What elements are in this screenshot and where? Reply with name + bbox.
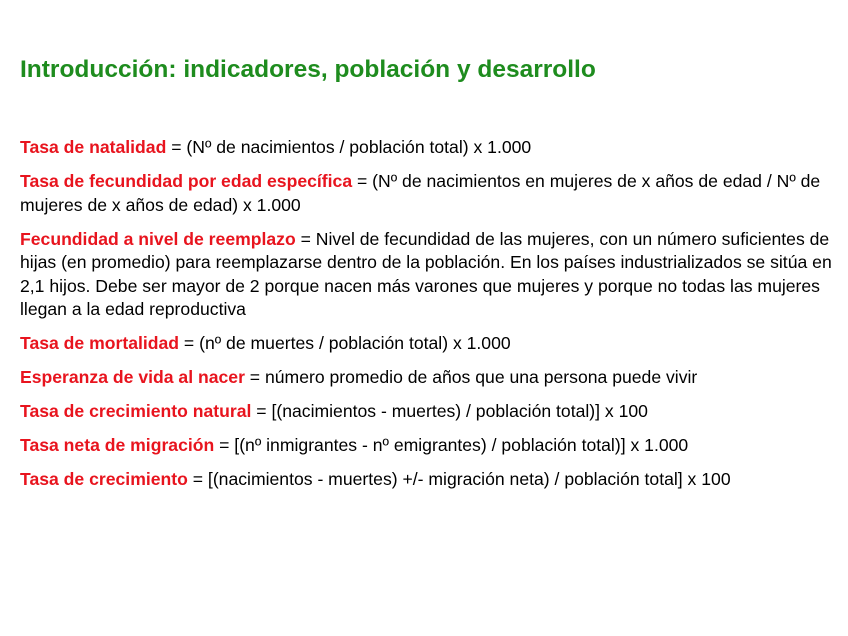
definition-term: Esperanza de vida al nacer: [20, 367, 245, 387]
definition-tasa-natalidad: [20, 136, 835, 160]
definition-migracion-neta: [20, 434, 835, 458]
definition-esperanza-vida: [20, 366, 835, 390]
definition-text: = número promedio de años que una persona puede vivir: [244, 367, 698, 387]
definition-text: = [(nacimientos - muertes) +/- migración neta) / población total] x 100: [187, 469, 731, 489]
definition-crecimiento-natural: [20, 400, 835, 424]
definition-term: Tasa de mortalidad: [20, 333, 180, 353]
definition-text: = (Nº de nacimientos / población total) x 1.000: [166, 137, 532, 157]
definition-fecundidad-reemplazo: [20, 228, 835, 322]
definition-term: Tasa de crecimiento natural: [20, 401, 252, 421]
definitions-list: [20, 136, 835, 502]
definition-tasa-crecimiento: [20, 468, 835, 492]
definition-term: Tasa de crecimiento: [20, 469, 188, 489]
definition-text: = [(nº inmigrantes - nº emigrantes) / población total)] x 1.000: [214, 435, 689, 455]
definition-tasa-mortalidad: [20, 332, 835, 356]
definition-term: Tasa de fecundidad por edad específica: [20, 171, 353, 191]
definition-term: Fecundidad a nivel de reemplazo: [20, 228, 296, 249]
definition-text: = (Nº de nacimientos en mujeres de x años de edad / Nº de mujeres de x años de edad) x 1.000: [20, 171, 821, 215]
definition-text: = (nº de muertes / población total) x 1.000: [179, 333, 511, 353]
definition-term: Tasa neta de migración: [20, 435, 215, 455]
definition-text: = Nivel de fecundidad de las mujeres, con un número suficientes de hijas (en promedio) para reemplazarse dentro de la población. En los países industrializados se sitúa en 2,1 hijos. Debe ser mayor de 2 porque nacen más varones que mujeres y porque no todas las mujeres llegan a la edad reproductiva: [20, 228, 832, 319]
definition-tasa-fecundidad: [20, 170, 835, 217]
definition-term: Tasa de natalidad: [20, 137, 167, 157]
definition-text: = [(nacimientos - muertes) / población total)] x 100: [251, 401, 648, 421]
page-title: Introducción: indicadores, población y desarrollo: [20, 56, 596, 83]
